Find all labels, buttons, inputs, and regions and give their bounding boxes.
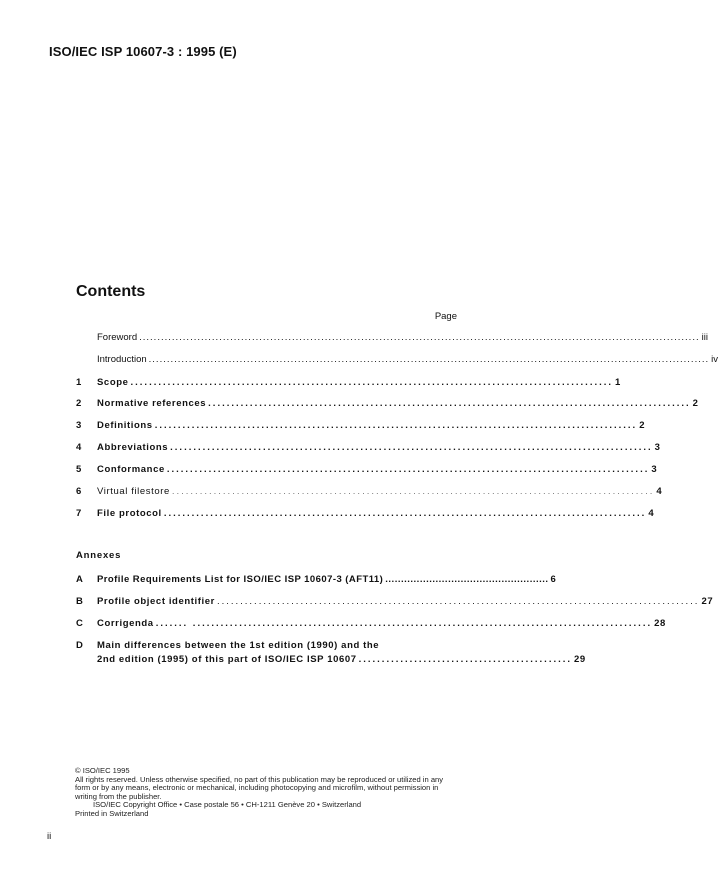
toc-entry-title: Conformance — [97, 464, 165, 475]
toc-entry-page: 27 — [701, 596, 714, 607]
toc-entry-file-protocol[interactable] — [76, 508, 655, 522]
toc-entry-number: A — [76, 574, 84, 585]
toc-entry-page: 4 — [656, 486, 663, 497]
page-column-label: Page — [434, 311, 457, 322]
contents-heading: Contents — [76, 283, 146, 300]
annexes-heading: Annexes — [76, 550, 122, 561]
copyright-notice — [75, 767, 459, 819]
leader-dots: ........................................................................................................ — [170, 442, 653, 453]
toc-entry-page: 3 — [654, 442, 661, 453]
leader-dots: ........................................................................................................ — [166, 464, 650, 475]
toc-entry-page: 2 — [639, 420, 646, 431]
toc-entry-page: iii — [701, 332, 708, 343]
toc-entry-number: 6 — [76, 486, 82, 497]
leader-dots: .......................................................................................................................................................... — [139, 332, 700, 343]
toc-entry-number: 4 — [76, 442, 82, 453]
leader-dots: .............................................. — [358, 654, 573, 665]
toc-entry-page: 4 — [648, 508, 655, 519]
toc-entry-page: 1 — [615, 377, 621, 388]
toc-entry-number: 1 — [76, 377, 82, 388]
toc-entry-number: B — [76, 596, 84, 607]
toc-entry-title-line-2: 2nd edition (1995) of this part of ISO/IEC ISP 10607 — [97, 654, 357, 665]
toc-entry-introduction[interactable] — [76, 354, 718, 368]
toc-entry-number: 5 — [76, 464, 82, 475]
leader-dots: ........................................................................................................ — [130, 377, 614, 388]
copyright-office-address: ISO/IEC Copyright Office • Case postale 56 • CH-1211 Genève 20 • Switzerland — [93, 800, 362, 810]
toc-entry-definitions[interactable] — [76, 420, 646, 434]
toc-entry-annex-a[interactable] — [76, 574, 557, 588]
toc-entry-title-line-2-row — [97, 654, 586, 665]
toc-entry-title: File protocol — [97, 508, 162, 519]
toc-entry-title: Foreword — [97, 332, 138, 343]
toc-entry-annex-c[interactable] — [76, 618, 666, 632]
toc-entry-title: Normative references — [97, 398, 207, 409]
toc-entry-title: Definitions — [97, 420, 153, 431]
toc-entry-annex-d[interactable] — [76, 640, 586, 670]
toc-entry-number: C — [76, 618, 84, 629]
document-identifier: ISO/IEC ISP 10607-3 : 1995 (E) — [49, 44, 237, 59]
toc-entry-foreword[interactable] — [76, 332, 708, 346]
leader-dots: ....... ................................................................................................... — [155, 618, 653, 629]
leader-dots: ........................................................................................................ — [171, 486, 655, 497]
toc-entry-scope[interactable] — [76, 377, 621, 391]
toc-entry-abbreviations[interactable] — [76, 442, 661, 456]
printed-in: Printed in Switzerland — [75, 808, 149, 818]
toc-entry-page: iv — [711, 354, 718, 365]
leader-dots: .................................................... — [385, 574, 549, 585]
toc-entry-title: Profile object identifier — [97, 596, 215, 607]
leader-dots: .......................................................................................................................................................... — [148, 354, 710, 365]
toc-entry-title: Profile Requirements List for ISO/IEC ISP 10607-3 (AFT11) — [97, 574, 384, 585]
toc-entry-number: 3 — [76, 420, 82, 431]
toc-entry-page: 3 — [651, 464, 658, 475]
leader-dots: ........................................................................................................ — [208, 398, 691, 409]
toc-entry-annex-b[interactable] — [76, 596, 714, 610]
toc-entry-normative-references[interactable] — [76, 398, 699, 412]
toc-entry-virtual-filestore[interactable] — [76, 486, 663, 500]
page-number: ii — [47, 831, 52, 842]
toc-entry-page: 29 — [574, 654, 586, 665]
toc-entry-page: 28 — [654, 618, 666, 629]
toc-entry-page: 2 — [692, 398, 699, 409]
copyright-line: © ISO/IEC 1995 — [75, 766, 130, 775]
toc-entry-title: Introduction — [97, 354, 147, 365]
toc-entry-number: 2 — [76, 398, 82, 409]
toc-entry-conformance[interactable] — [76, 464, 658, 478]
toc-entry-title: Virtual filestore — [97, 486, 170, 497]
toc-entry-title: Abbreviations — [97, 442, 169, 453]
toc-entry-number: 7 — [76, 508, 82, 519]
toc-entry-title-line-1: Main differences between the 1st edition (1990) and the — [97, 640, 380, 651]
leader-dots: ........................................................................................................ — [163, 508, 647, 519]
rights-statement: All rights reserved. Unless otherwise specified, no part of this publication may be reproduced or utilized in any form or by any means, electronic or mechanical, including photocopying and microfilm, without permission in writing from the publisher. — [75, 774, 444, 801]
leader-dots: ........................................................................................................ — [216, 596, 700, 607]
toc-entry-number: D — [76, 640, 84, 651]
toc-entry-page: 6 — [550, 574, 557, 585]
toc-entry-body — [97, 640, 586, 665]
toc-entry-title: Scope — [97, 377, 129, 388]
toc-entry-title: Corrigenda — [97, 618, 154, 629]
leader-dots: ........................................................................................................ — [154, 420, 638, 431]
